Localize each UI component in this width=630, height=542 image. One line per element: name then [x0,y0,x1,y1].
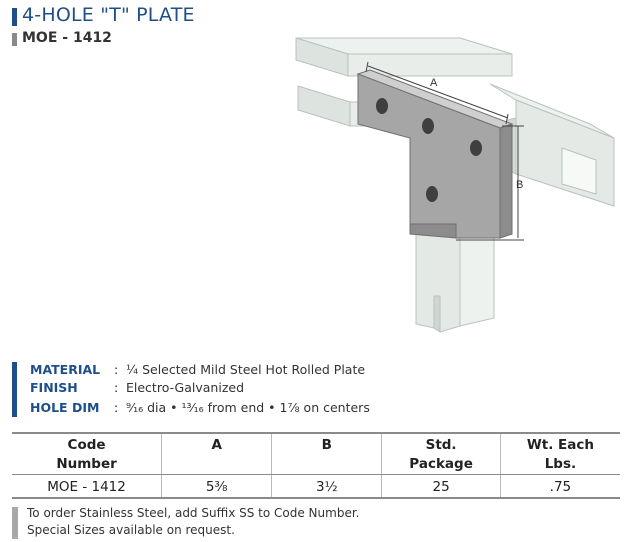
column-header-b: B [272,433,382,475]
plate-hole [470,140,482,156]
dimension-b-label: B [516,179,524,191]
product-code: MOE - 1412 [22,30,112,46]
column-header-package: Std. Package [382,433,500,475]
cell-weight: .75 [500,475,620,499]
spec-colon: : [114,362,119,377]
plate-hole [422,118,434,134]
note-special-sizes: Special Sizes available on request. [27,523,235,537]
spec-row-hole-dim [30,399,370,417]
cell-a: 5⅜ [162,475,272,499]
cell-b: 3½ [272,475,382,499]
spec-accent-bar [12,362,17,417]
spec-row-finish [30,379,244,397]
column-header-code: Code Number [12,433,162,475]
page-title: 4-HOLE "T" PLATE [22,4,195,26]
spec-row-material [30,361,365,379]
subtitle-accent-bar [12,33,17,46]
t-plate-illustration [290,28,620,338]
spec-label: FINISH [30,380,78,395]
table-header-row [12,433,620,475]
column-header-weight: Wt. Each Lbs. [500,433,620,475]
note-stainless: To order Stainless Steel, add Suffix SS to Code Number. [27,506,360,520]
spec-value: ¼ Selected Mild Steel Hot Rolled Plate [126,362,366,377]
notes-accent-bar [12,507,18,539]
spec-colon: : [114,380,119,395]
plate-hole [376,98,388,114]
spec-label: HOLE DIM [30,400,100,415]
product-table [12,432,620,499]
column-header-a: A [162,433,272,475]
table-row [12,475,620,499]
t-plate [358,70,512,238]
title-accent-bar [12,8,17,26]
spec-colon: : [114,400,119,415]
cell-package: 25 [382,475,500,499]
spec-value: ⁹⁄₁₆ dia • ¹³⁄₁₆ from end • 1⅞ on centers [126,400,370,415]
plate-hole [426,186,438,202]
spec-value: Electro-Galvanized [126,380,245,395]
cell-code: MOE - 1412 [12,475,162,499]
dimension-a-label: A [430,77,438,89]
spec-label: MATERIAL [30,362,101,377]
